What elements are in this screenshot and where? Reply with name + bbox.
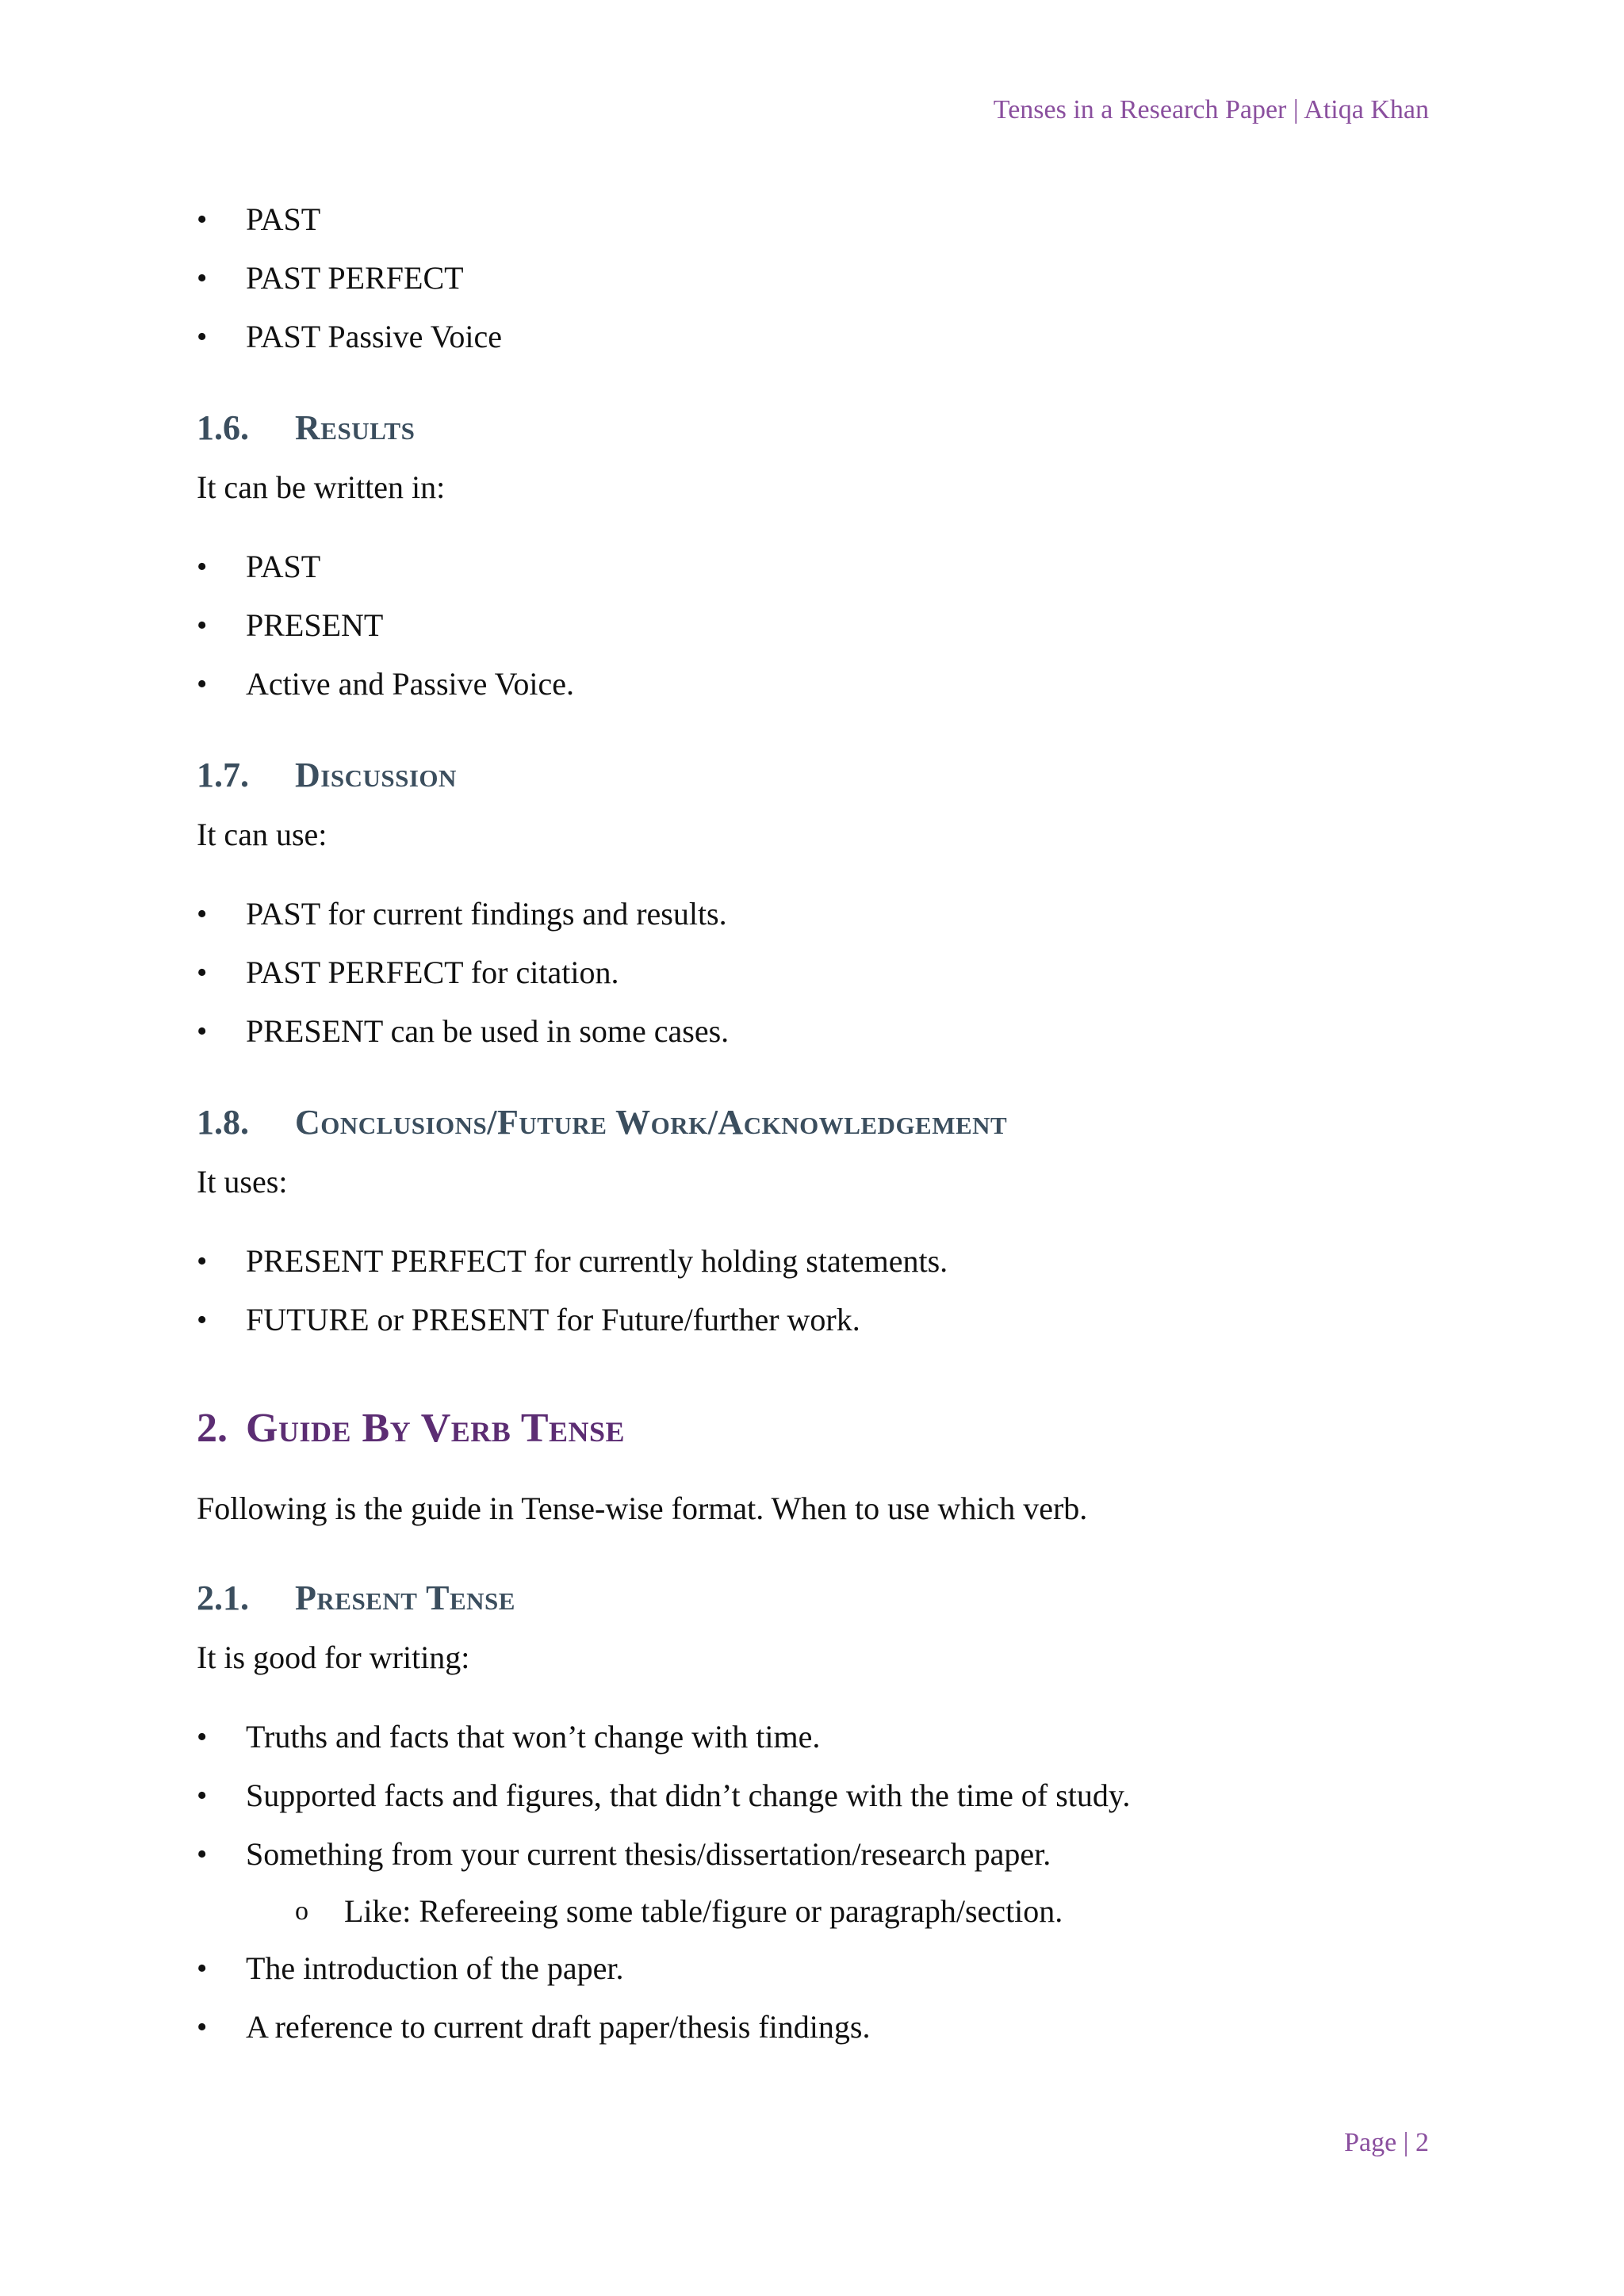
section-title: Present Tense bbox=[295, 1578, 515, 1617]
section-intro: It uses: bbox=[197, 1164, 288, 1200]
chapter-intro: Following is the guide in Tense-wise format. When to use which verb. bbox=[197, 1490, 1088, 1526]
page-content bbox=[197, 190, 1434, 2057]
list-item: • PRESENT bbox=[197, 596, 1434, 655]
page-number-footer: Page | 2 bbox=[1344, 2128, 1429, 2157]
list-item bbox=[197, 1825, 1434, 1884]
present-tense-bullet-list-continued bbox=[197, 1939, 1434, 2057]
section-intro: It can be written in: bbox=[197, 469, 446, 505]
list-item: • FUTURE or PRESENT for Future/further work. bbox=[197, 1291, 1434, 1349]
conclusions-bullet-list bbox=[197, 1232, 1434, 1349]
section-heading-discussion bbox=[197, 747, 1434, 804]
present-tense-sub-list bbox=[197, 1884, 1434, 1939]
list-item: • The introduction of the paper. bbox=[197, 1939, 1434, 1998]
list-item: • Active and Passive Voice. bbox=[197, 655, 1434, 714]
present-tense-bullet-list bbox=[197, 1708, 1434, 1884]
section-heading-present-tense bbox=[197, 1570, 1434, 1627]
list-item: • Truths and facts that won’t change with time. bbox=[197, 1708, 1434, 1766]
chapter-heading-guide-by-verb-tense bbox=[197, 1397, 1434, 1460]
section-number: 2.1. bbox=[197, 1578, 249, 1617]
section-number: 1.8. bbox=[197, 1103, 249, 1142]
list-item: • PAST PERFECT bbox=[197, 249, 1434, 308]
chapter-title: Guide By Verb Tense bbox=[246, 1406, 626, 1451]
sub-list-item: o Like: Refereeing some table/figure or paragraph/section. bbox=[197, 1884, 1434, 1939]
list-item-text: Something from your current thesis/dissertation/research paper. bbox=[246, 1836, 1051, 1872]
section-heading-conclusions bbox=[197, 1094, 1434, 1151]
discussion-bullet-list bbox=[197, 885, 1434, 1061]
section-number: 1.6. bbox=[197, 408, 249, 447]
chapter-number: 2. bbox=[197, 1406, 228, 1451]
list-item: • PAST PERFECT for citation. bbox=[197, 943, 1434, 1002]
running-header: Tenses in a Research Paper | Atiqa Khan bbox=[993, 95, 1429, 124]
section-title: Discussion bbox=[295, 756, 457, 794]
list-item: • PAST bbox=[197, 190, 1434, 249]
list-item: • PAST for current findings and results. bbox=[197, 885, 1434, 943]
list-item: • Supported facts and figures, that didn’t change with the time of study. bbox=[197, 1766, 1434, 1825]
list-item: • PRESENT can be used in some cases. bbox=[197, 1002, 1434, 1061]
section-intro: It is good for writing: bbox=[197, 1640, 470, 1675]
section-number: 1.7. bbox=[197, 756, 249, 794]
list-item: • PAST Passive Voice bbox=[197, 308, 1434, 366]
section-heading-results bbox=[197, 400, 1434, 457]
intro-bullet-list bbox=[197, 190, 1434, 366]
list-item: • A reference to current draft paper/thesis findings. bbox=[197, 1998, 1434, 2057]
section-title: Conclusions/Future Work/Acknowledgement bbox=[295, 1103, 1008, 1142]
results-bullet-list bbox=[197, 538, 1434, 714]
list-item: • PRESENT PERFECT for currently holding statements. bbox=[197, 1232, 1434, 1291]
section-title: Results bbox=[295, 408, 416, 447]
list-item: • PAST bbox=[197, 538, 1434, 596]
section-intro: It can use: bbox=[197, 817, 327, 852]
